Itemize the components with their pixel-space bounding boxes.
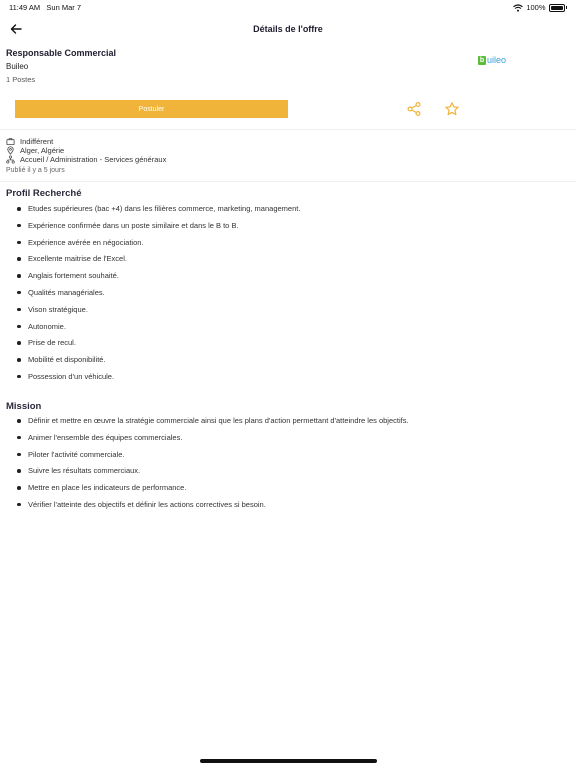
status-time: 11:49 AM [9, 3, 41, 12]
list-item: Mettre en place les indicateurs de performance. [16, 483, 566, 500]
battery-tip [566, 6, 568, 9]
list-item: Qualités managériales. [16, 288, 566, 305]
company-name[interactable]: Buileo [6, 62, 29, 71]
list-item: Expérience avérée en négociation. [16, 238, 566, 255]
battery-percent: 100% [526, 3, 546, 12]
experience-row [6, 137, 570, 146]
page-title: Détails de l'offre [253, 24, 323, 34]
status-bar [0, 0, 576, 14]
status-time-date [9, 3, 81, 12]
job-title: Responsable Commercial [6, 48, 117, 58]
list-item: Piloter l'activité commerciale. [16, 450, 566, 467]
list-item: Expérience confirmée dans un poste similaire et dans le B to B. [16, 221, 566, 238]
briefcase-icon [6, 137, 15, 146]
battery-icon [549, 4, 565, 12]
star-icon[interactable] [444, 101, 460, 117]
location-value: Alger, Algérie [20, 146, 65, 155]
location-pin-icon [6, 146, 15, 155]
list-item: Autonomie. [16, 322, 566, 339]
logo-letter: b [479, 56, 485, 64]
job-details [6, 137, 570, 174]
category-row [6, 155, 570, 164]
list-item: Anglais fortement souhaité. [16, 271, 566, 288]
list-item: Suivre les résultats commerciaux. [16, 466, 566, 483]
list-item: Vison stratégique. [16, 305, 566, 322]
mission-list [16, 416, 566, 517]
experience-value: Indifférent [20, 137, 54, 146]
category-value: Accueil / Administration - Services généraux [20, 155, 167, 164]
network-icon [6, 155, 15, 164]
company-logo [478, 55, 506, 65]
list-item: Excellente maitrise de l'Excel. [16, 254, 566, 271]
apply-button[interactable]: Postuler [15, 100, 288, 118]
status-date: Sun Mar 7 [46, 3, 82, 12]
share-icon[interactable] [406, 101, 422, 117]
list-item: Définir et mettre en œuvre la stratégie commerciale ainsi que les plans d'action permettant d'atteindre les objectifs. [16, 416, 566, 433]
positions-count: 1 Postes [6, 75, 36, 84]
list-item: Mobilité et disponibilité. [16, 355, 566, 372]
profile-list [16, 204, 566, 389]
list-item: Vérifier l'atteinte des objectifs et définir les actions correctives si besoin. [16, 500, 566, 517]
list-item: Animer l'ensemble des équipes commerciales. [16, 433, 566, 450]
home-indicator[interactable] [200, 759, 377, 763]
divider [0, 129, 576, 130]
status-indicators [513, 3, 567, 12]
list-item: Possession d'un véhicule. [16, 372, 566, 389]
published-date: Publié il y a 5 jours [6, 167, 65, 174]
wifi-icon [513, 4, 523, 12]
profile-section-title: Profil Recherché [6, 188, 82, 199]
nav-bar [0, 18, 576, 42]
mission-section-title: Mission [6, 401, 42, 412]
logo-text: uileo [487, 55, 507, 65]
divider [0, 181, 576, 182]
location-row [6, 146, 570, 155]
list-item: Etudes supérieures (bac +4) dans les filières commerce, marketing, management. [16, 204, 566, 221]
list-item: Prise de recul. [16, 338, 566, 355]
job-header [6, 48, 570, 84]
